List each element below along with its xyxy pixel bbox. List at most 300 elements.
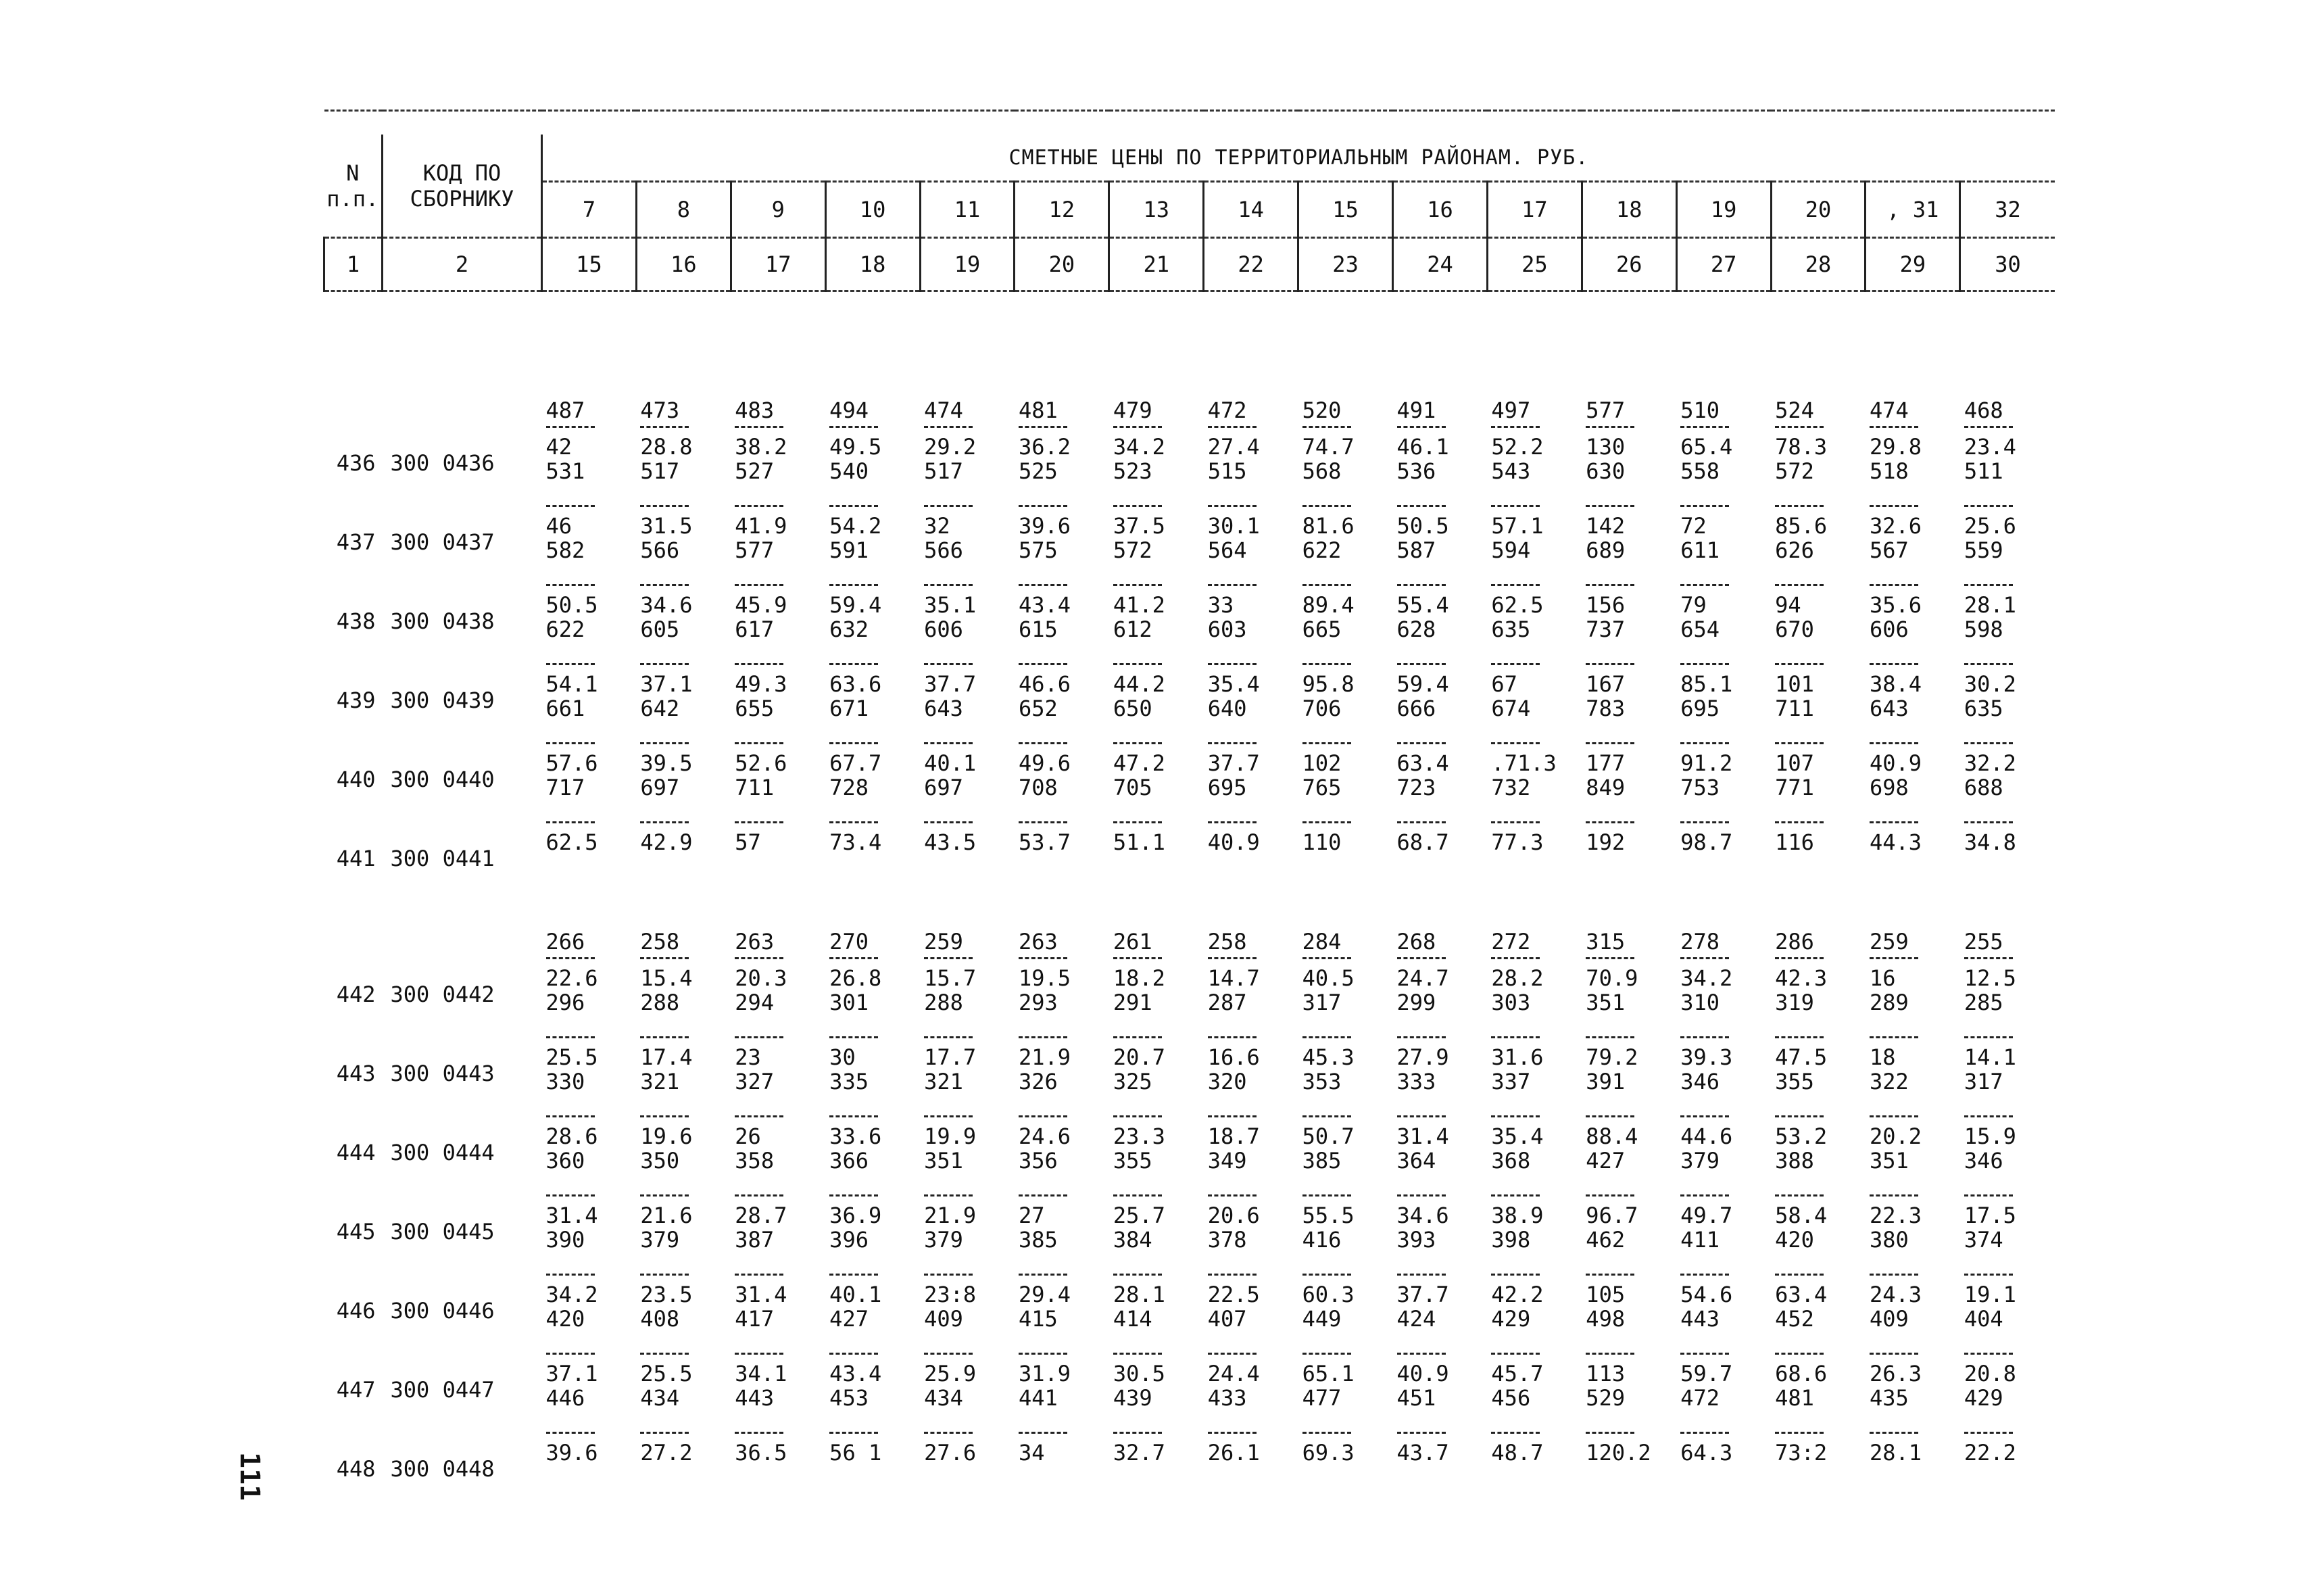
- fraction-line: [546, 584, 595, 586]
- price-fraction: [1298, 584, 1393, 660]
- price-value: 326: [1018, 1069, 1058, 1094]
- fraction-line: [1680, 584, 1729, 586]
- price-surcharge: 31.4: [1396, 1123, 1449, 1149]
- price-surcharge: 14.7: [1207, 965, 1260, 991]
- fraction-line: [829, 742, 878, 744]
- fraction-line: [546, 1194, 595, 1196]
- fraction-line: [1964, 1353, 2013, 1355]
- price-value: 346: [1680, 1069, 1720, 1094]
- fraction-line: [1491, 742, 1540, 744]
- price-fraction: [1393, 1353, 1488, 1429]
- price-fraction: [1298, 663, 1393, 740]
- price-value: 477: [1302, 1385, 1342, 1411]
- row-number: 444: [336, 1139, 376, 1165]
- price-cell: [636, 1192, 731, 1271]
- fraction-line: [1302, 584, 1351, 586]
- price-cell: [920, 1271, 1015, 1350]
- price-cell: [1109, 660, 1204, 740]
- price-surcharge: 28.2: [1491, 965, 1544, 991]
- price-fraction: [1676, 1274, 1771, 1350]
- price-fraction: [825, 742, 920, 819]
- price-fraction: [1582, 1036, 1676, 1113]
- fraction-line: [829, 505, 878, 507]
- price-cell: [1487, 581, 1582, 660]
- price-fraction: [1109, 663, 1204, 740]
- price-cell: [1015, 502, 1109, 581]
- price-surcharge: 39.6: [545, 1440, 598, 1466]
- price-surcharge: 16: [1869, 965, 1896, 991]
- price-cell: [1487, 1271, 1582, 1350]
- price-fraction: [1487, 742, 1582, 819]
- price-value: 364: [1396, 1148, 1436, 1174]
- price-surcharge: 22.6: [545, 965, 598, 991]
- price-value: 351: [1869, 1148, 1909, 1174]
- price-cell: [1582, 1113, 1676, 1192]
- price-surcharge: 28.8: [640, 434, 693, 460]
- price-value: 689: [1586, 537, 1626, 563]
- price-fraction: [1393, 1036, 1488, 1113]
- price-value: 642: [640, 696, 680, 721]
- price-fraction: [542, 1432, 637, 1508]
- fraction-line: [1586, 1432, 1634, 1434]
- fraction-line: [1397, 426, 1446, 428]
- price-cell: [1771, 1429, 1866, 1508]
- price-surcharge: 45.9: [735, 592, 787, 618]
- price-value: 434: [924, 1385, 963, 1411]
- price-fraction: [1582, 584, 1676, 660]
- fraction-line: [1775, 1115, 1824, 1117]
- fraction-line: [1208, 1036, 1257, 1038]
- price-surcharge: 58.4: [1775, 1203, 1828, 1228]
- fraction-line: [1491, 505, 1540, 507]
- price-cell: [1487, 502, 1582, 581]
- price-fraction: [1487, 426, 1582, 502]
- price-cell: [1676, 502, 1771, 581]
- price-value: 408: [640, 1306, 680, 1332]
- price-fraction: [1109, 426, 1204, 502]
- price-surcharge: 73:2: [1775, 1440, 1828, 1466]
- fraction-line: [1870, 1115, 1918, 1117]
- fraction-line: [1870, 584, 1918, 586]
- price-fraction: [1582, 1115, 1676, 1192]
- fraction-line: [1586, 1115, 1634, 1117]
- price-cell: [825, 1113, 920, 1192]
- price-value: 385: [1018, 1227, 1058, 1253]
- price-fraction: [1676, 1115, 1771, 1192]
- price-cell: [1487, 740, 1582, 819]
- price-surcharge: 79.2: [1586, 1044, 1638, 1070]
- price-surcharge: 28.7: [735, 1203, 787, 1228]
- price-surcharge: 26.8: [829, 965, 882, 991]
- table-title: СМЕТНЫЕ ЦЕНЫ ПО ТЕРРИТОРИАЛЬНЫМ РАЙОНАМ. РУБ.: [542, 135, 2055, 182]
- row-code: 300 0443: [390, 1060, 495, 1086]
- price-cell: [1960, 954, 2055, 1034]
- price-cell: [1393, 1192, 1488, 1271]
- price-surcharge: 18.7: [1207, 1123, 1260, 1149]
- price-value: 468: [1964, 397, 2003, 423]
- fraction-line: [735, 584, 783, 586]
- price-value: 732: [1491, 775, 1531, 800]
- column-number: 15: [542, 238, 637, 291]
- region-header: 19: [1676, 182, 1771, 238]
- row-number: 446: [336, 1297, 376, 1324]
- price-value: 511: [1964, 458, 2003, 484]
- price-value: 268: [1396, 929, 1436, 954]
- price-surcharge: 29.2: [924, 434, 977, 460]
- fraction-line: [1397, 742, 1446, 744]
- price-surcharge: 12.5: [1964, 965, 2016, 991]
- price-fraction: [731, 1194, 825, 1271]
- price-cell: [1015, 1271, 1109, 1350]
- price-cell: [920, 1350, 1015, 1429]
- price-cell: [1866, 1113, 1960, 1192]
- price-cell: [1771, 1113, 1866, 1192]
- price-fraction: [731, 821, 825, 898]
- row-code: 300 0444: [390, 1139, 495, 1165]
- price-value: 424: [1396, 1306, 1436, 1332]
- price-cell: [636, 1271, 731, 1350]
- price-cell: [1109, 1113, 1204, 1192]
- price-cell: [731, 1271, 825, 1350]
- price-fraction: [1960, 1036, 2055, 1113]
- price-fraction: [1109, 957, 1204, 1034]
- price-value: 434: [640, 1385, 680, 1411]
- price-surcharge: 28.6: [545, 1123, 598, 1149]
- fraction-line: [1775, 1353, 1824, 1355]
- price-surcharge: 64.3: [1680, 1440, 1733, 1466]
- fraction-line: [1964, 821, 2013, 823]
- table-row: [324, 660, 2055, 740]
- price-surcharge: 33.6: [829, 1123, 882, 1149]
- price-value: 351: [1586, 990, 1626, 1015]
- price-value: 577: [735, 537, 775, 563]
- price-surcharge: 20.2: [1869, 1123, 1922, 1149]
- price-cell: [731, 1034, 825, 1113]
- price-fraction: [825, 426, 920, 502]
- fraction-line: [640, 1115, 689, 1117]
- price-surcharge: 23.4: [1964, 434, 2016, 460]
- fraction-line: [1019, 957, 1067, 959]
- fraction-line: [1208, 821, 1257, 823]
- price-cell: [542, 393, 637, 423]
- price-value: 317: [1302, 990, 1342, 1015]
- price-cell: [1771, 393, 1866, 423]
- price-value: 355: [1113, 1148, 1152, 1174]
- price-value: 543: [1491, 458, 1531, 484]
- fraction-line: [1680, 1432, 1729, 1434]
- price-cell: [825, 954, 920, 1034]
- price-fraction: [1771, 821, 1866, 898]
- price-surcharge: 81.6: [1302, 513, 1355, 539]
- fraction-line: [735, 1115, 783, 1117]
- price-fraction: [1298, 1036, 1393, 1113]
- price-fraction: [825, 663, 920, 740]
- price-fraction: [636, 663, 731, 740]
- price-fraction: [1960, 426, 2055, 502]
- fraction-line: [640, 663, 689, 665]
- price-value: 378: [1207, 1227, 1247, 1253]
- price-value: 374: [1964, 1227, 2003, 1253]
- price-cell: [1204, 954, 1298, 1034]
- price-value: 697: [924, 775, 963, 800]
- fraction-line: [1113, 1274, 1162, 1276]
- region-header: 12: [1015, 182, 1109, 238]
- price-fraction: [1204, 1353, 1298, 1429]
- fraction-line: [735, 1194, 783, 1196]
- price-surcharge: 29.4: [1018, 1282, 1071, 1307]
- price-fraction: [920, 505, 1015, 581]
- price-surcharge: 48.7: [1491, 1440, 1544, 1466]
- price-cell: [1487, 393, 1582, 423]
- fraction-line: [546, 821, 595, 823]
- fraction-line: [1019, 1274, 1067, 1276]
- fraction-line: [1491, 426, 1540, 428]
- fraction-line: [1775, 742, 1824, 744]
- price-surcharge: 54.6: [1680, 1282, 1733, 1307]
- price-fraction: [1204, 1115, 1298, 1192]
- price-cell: [1298, 1429, 1393, 1508]
- fraction-line: [1964, 426, 2013, 428]
- price-fraction: [542, 1274, 637, 1350]
- price-surcharge: 31.6: [1491, 1044, 1544, 1070]
- fraction-line: [1680, 1353, 1729, 1355]
- price-cell: [1771, 1271, 1866, 1350]
- price-value: 322: [1869, 1069, 1909, 1094]
- price-value: 481: [1018, 397, 1058, 423]
- price-fraction: [1204, 957, 1298, 1034]
- price-surcharge: 52.6: [735, 750, 787, 776]
- empty-cell: [324, 393, 383, 423]
- price-value: 650: [1113, 696, 1152, 721]
- fraction-line: [735, 505, 783, 507]
- price-cell: [825, 819, 920, 898]
- price-value: 717: [545, 775, 585, 800]
- price-value: 266: [545, 929, 585, 954]
- price-surcharge: 142: [1586, 513, 1626, 539]
- fraction-line: [1302, 1115, 1351, 1117]
- price-surcharge: 30.1: [1207, 513, 1260, 539]
- price-fraction: [825, 1353, 920, 1429]
- price-value: 481: [1775, 1385, 1814, 1411]
- price-surcharge: 19.1: [1964, 1282, 2016, 1307]
- price-value: 497: [1491, 397, 1531, 423]
- price-value: 285: [1964, 990, 2003, 1015]
- price-cell: [636, 1350, 731, 1429]
- price-surcharge: 27.2: [640, 1440, 693, 1466]
- fraction-line: [1113, 1115, 1162, 1117]
- price-cell: [1582, 1034, 1676, 1113]
- price-fraction: [920, 957, 1015, 1034]
- price-value: 356: [1018, 1148, 1058, 1174]
- price-surcharge: 120.2: [1586, 1440, 1651, 1466]
- column-number: 26: [1582, 238, 1676, 291]
- price-surcharge: 156: [1586, 592, 1626, 618]
- price-cell: [920, 925, 1015, 954]
- price-cell: [1109, 1034, 1204, 1113]
- price-cell: [1676, 740, 1771, 819]
- price-cell: [920, 819, 1015, 898]
- row-code: 300 0441: [390, 845, 495, 871]
- price-cell: [731, 581, 825, 660]
- price-value: 479: [1113, 397, 1152, 423]
- price-cell: [636, 393, 731, 423]
- price-surcharge: 70.9: [1586, 965, 1638, 991]
- price-cell: [1866, 1350, 1960, 1429]
- price-cell: [920, 581, 1015, 660]
- price-fraction: [1960, 1353, 2055, 1429]
- price-surcharge: 50.5: [545, 592, 598, 618]
- price-cell: [731, 423, 825, 502]
- fraction-line: [1019, 1194, 1067, 1196]
- price-value: 572: [1775, 458, 1814, 484]
- price-value: 379: [924, 1227, 963, 1253]
- price-cell: [1487, 1113, 1582, 1192]
- price-fraction: [1298, 1432, 1393, 1508]
- price-value: 353: [1302, 1069, 1342, 1094]
- price-surcharge: 46.6: [1018, 671, 1071, 697]
- price-surcharge: 79: [1680, 592, 1707, 618]
- price-surcharge: 65.4: [1680, 434, 1733, 460]
- price-value: 531: [545, 458, 585, 484]
- price-cell: [1676, 819, 1771, 898]
- price-surcharge: 98.7: [1680, 829, 1733, 855]
- price-fraction: [1866, 1036, 1960, 1113]
- price-surcharge: 46: [545, 513, 572, 539]
- price-value: 671: [829, 696, 869, 721]
- price-fraction: [1866, 1353, 1960, 1429]
- price-fraction: [920, 742, 1015, 819]
- price-surcharge: 37.7: [1396, 1282, 1449, 1307]
- fraction-line: [640, 957, 689, 959]
- fraction-line: [546, 1036, 595, 1038]
- fraction-line: [1208, 663, 1257, 665]
- price-value: 259: [1869, 929, 1909, 954]
- price-fraction: [1298, 1194, 1393, 1271]
- price-cell: [1487, 660, 1582, 740]
- fraction-line: [924, 1274, 973, 1276]
- fraction-line: [1870, 742, 1918, 744]
- price-value: 390: [545, 1227, 585, 1253]
- price-value: 568: [1302, 458, 1342, 484]
- price-fraction: [1866, 1432, 1960, 1508]
- price-fraction: [1582, 821, 1676, 898]
- price-value: 688: [1964, 775, 2003, 800]
- price-value: 291: [1113, 990, 1152, 1015]
- price-cell: [1866, 423, 1960, 502]
- price-cell: [1960, 1034, 2055, 1113]
- price-surcharge: 43.5: [924, 829, 977, 855]
- fraction-line: [1775, 584, 1824, 586]
- price-surcharge: 31.5: [640, 513, 693, 539]
- price-cell: [542, 1271, 637, 1350]
- fraction-line: [1397, 1432, 1446, 1434]
- price-fraction: [1866, 957, 1960, 1034]
- price-fraction: [1298, 1353, 1393, 1429]
- price-cell: [1393, 740, 1488, 819]
- price-fraction: [1298, 821, 1393, 898]
- price-cell: [1015, 581, 1109, 660]
- price-table: [323, 110, 2055, 1508]
- fraction-line: [1680, 505, 1729, 507]
- price-fraction: [1771, 1194, 1866, 1271]
- price-cell: [1676, 393, 1771, 423]
- price-cell: [731, 1350, 825, 1429]
- price-value: 360: [545, 1148, 585, 1174]
- price-fraction: [731, 742, 825, 819]
- price-surcharge: 49.6: [1018, 750, 1071, 776]
- fraction-line: [829, 663, 878, 665]
- fraction-line: [640, 426, 689, 428]
- price-value: 368: [1491, 1148, 1531, 1174]
- price-fraction: [1015, 1036, 1109, 1113]
- price-surcharge: 26: [735, 1123, 761, 1149]
- row-number: 440: [336, 766, 376, 792]
- price-value: 606: [924, 616, 963, 642]
- price-surcharge: 65.1: [1302, 1361, 1355, 1386]
- fraction-line: [1491, 1353, 1540, 1355]
- price-value: 427: [1586, 1148, 1626, 1174]
- fraction-line: [1302, 742, 1351, 744]
- price-value: 723: [1396, 775, 1436, 800]
- fraction-line: [1775, 1194, 1824, 1196]
- price-value: 483: [735, 397, 775, 423]
- price-value: 737: [1586, 616, 1626, 642]
- price-cell: [731, 819, 825, 898]
- price-cell: [636, 740, 731, 819]
- price-value: 355: [1775, 1069, 1814, 1094]
- price-surcharge: 23.5: [640, 1282, 693, 1307]
- price-surcharge: 35.4: [1491, 1123, 1544, 1149]
- price-surcharge: 27.6: [924, 1440, 977, 1466]
- price-value: 617: [735, 616, 775, 642]
- price-cell: [1204, 423, 1298, 502]
- fraction-line: [1397, 1115, 1446, 1117]
- fraction-line: [829, 821, 878, 823]
- price-value: 393: [1396, 1227, 1436, 1253]
- fraction-line: [1302, 957, 1351, 959]
- price-cell: [1960, 925, 2055, 954]
- fraction-line: [1302, 1353, 1351, 1355]
- price-cell: [1582, 1350, 1676, 1429]
- price-value: 380: [1869, 1227, 1909, 1253]
- price-cell: [1298, 1350, 1393, 1429]
- fraction-line: [1586, 584, 1634, 586]
- price-fraction: [636, 1353, 731, 1429]
- fraction-line: [1019, 663, 1067, 665]
- price-surcharge: 27.4: [1207, 434, 1260, 460]
- price-value: 452: [1775, 1306, 1814, 1332]
- price-fraction: [1015, 742, 1109, 819]
- price-fraction: [1866, 742, 1960, 819]
- price-fraction: [1676, 663, 1771, 740]
- price-cell: [1960, 423, 2055, 502]
- row-code: 300 0438: [390, 608, 495, 634]
- price-fraction: [1015, 1353, 1109, 1429]
- price-value: 310: [1680, 990, 1720, 1015]
- price-value: 529: [1586, 1385, 1626, 1411]
- price-surcharge: 37.7: [924, 671, 977, 697]
- fraction-line: [1491, 1274, 1540, 1276]
- fraction-line: [1019, 584, 1067, 586]
- price-fraction: [1676, 821, 1771, 898]
- price-cell: [1109, 1429, 1204, 1508]
- price-value: 349: [1207, 1148, 1247, 1174]
- price-value: 417: [735, 1306, 775, 1332]
- price-cell: [1393, 925, 1488, 954]
- fraction-line: [1491, 1194, 1540, 1196]
- price-fraction: [825, 584, 920, 660]
- price-fraction: [920, 1353, 1015, 1429]
